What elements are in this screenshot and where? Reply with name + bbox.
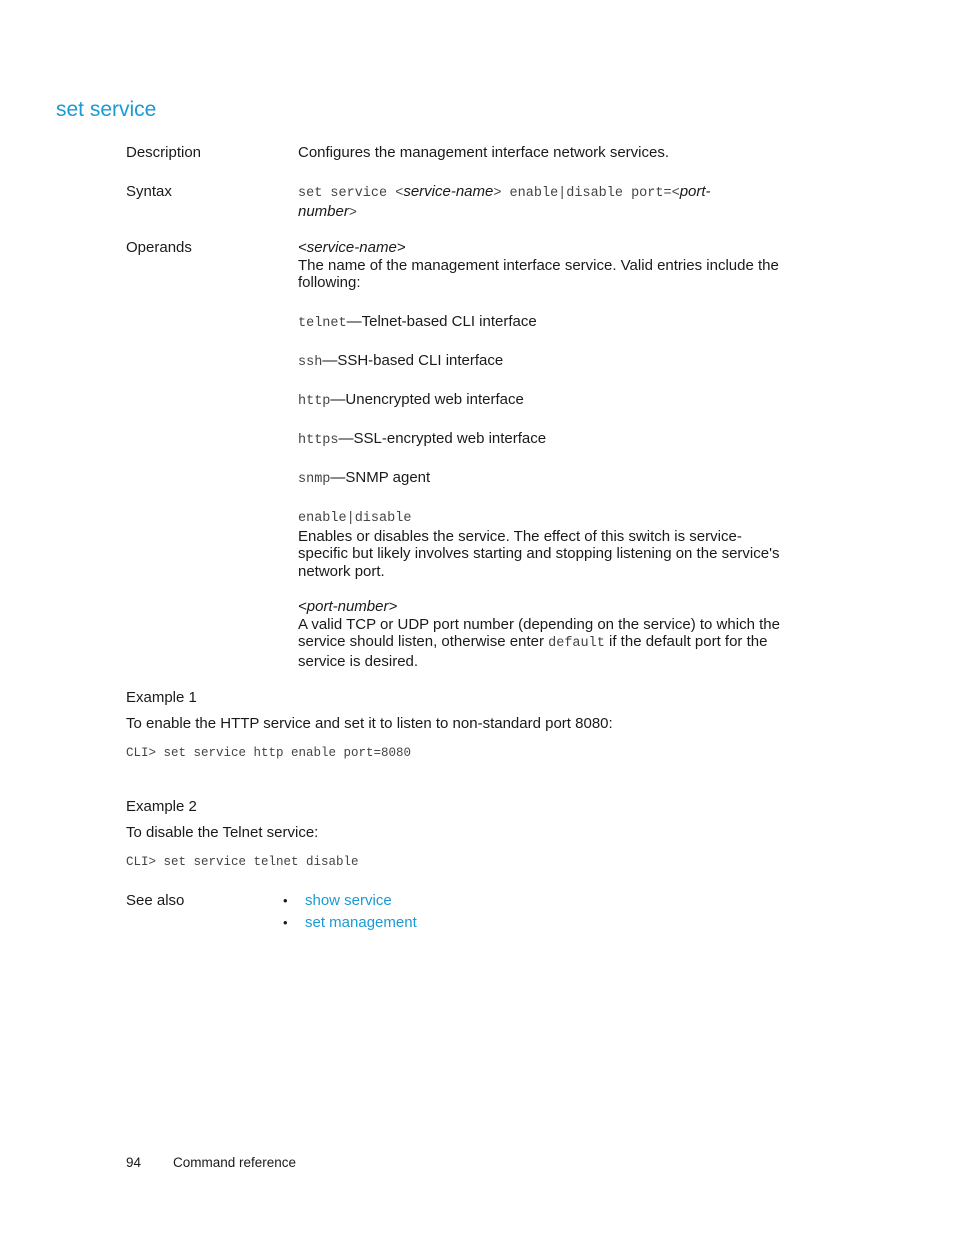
operand-enable-disable-title: enable|disable	[298, 511, 412, 526]
page-number: 94	[126, 1155, 142, 1170]
bullet-icon: •	[283, 893, 288, 908]
service-code: ssh	[298, 355, 323, 370]
description-text: Configures the management interface network services.	[298, 144, 670, 161]
service-item	[298, 469, 790, 489]
example2-label: Example 2	[126, 798, 197, 815]
service-code: https	[298, 433, 339, 448]
operands-label: Operands	[126, 239, 192, 256]
service-item	[298, 391, 790, 411]
operand-service-name	[298, 239, 790, 292]
service-code: telnet	[298, 316, 347, 331]
example2-text: To disable the Telnet service:	[126, 824, 319, 841]
operand-port-number	[298, 598, 790, 670]
syntax-param-port-a: port-	[679, 183, 711, 200]
footer-section: Command reference	[173, 1155, 297, 1170]
service-desc: —SNMP agent	[330, 469, 431, 486]
syntax-cmd-1: set service <	[298, 186, 404, 201]
syntax-label: Syntax	[126, 183, 172, 200]
syntax-cmd-2: > enable|disable port=<	[493, 186, 680, 201]
operand-port-number-desc-1: A valid TCP or UDP port number (depending on the service) to which the service should listen, otherwise enter	[298, 615, 780, 650]
service-item	[298, 313, 790, 333]
example1-text: To enable the HTTP service and set it to listen to non-standard port 8080:	[126, 715, 613, 732]
service-desc: —SSL-encrypted web interface	[338, 430, 547, 447]
syntax-text	[298, 183, 790, 222]
service-code: http	[298, 394, 331, 409]
service-desc: —Telnet-based CLI interface	[346, 313, 537, 330]
bullet-icon: •	[283, 915, 288, 930]
service-desc: —Unencrypted web interface	[330, 391, 524, 408]
operand-port-number-desc-2: if the default port for the service is desired.	[298, 633, 768, 670]
syntax-param-port-b: number	[298, 202, 349, 220]
see-also-label: See also	[126, 892, 185, 909]
operand-service-name-desc: The name of the management interface service. Valid entries include the following:	[298, 256, 779, 291]
operand-port-number-title: <port-number>	[298, 598, 398, 615]
operand-service-name-title: <service-name>	[298, 239, 406, 256]
operand-enable-disable-desc: Enables or disables the service. The effect of this switch is service-specific but likely involves starting and stopping listening on the service's network port.	[298, 527, 780, 580]
syntax-cmd-3: >	[348, 205, 357, 221]
syntax-param-service-name: service-name	[403, 183, 494, 200]
link-show-service[interactable]: show service	[305, 892, 392, 909]
operand-enable-disable	[298, 508, 790, 580]
service-item	[298, 352, 790, 372]
service-desc: —SSH-based CLI interface	[322, 352, 504, 369]
page-title: set service	[56, 98, 157, 121]
link-set-management[interactable]: set management	[305, 914, 417, 931]
default-code: default	[548, 636, 605, 651]
example1-code: CLI> set service http enable port=8080	[126, 746, 412, 760]
service-item	[298, 430, 790, 450]
example1-label: Example 1	[126, 689, 197, 706]
description-label: Description	[126, 144, 202, 161]
service-code: snmp	[298, 472, 331, 487]
example2-code: CLI> set service telnet disable	[126, 855, 359, 869]
